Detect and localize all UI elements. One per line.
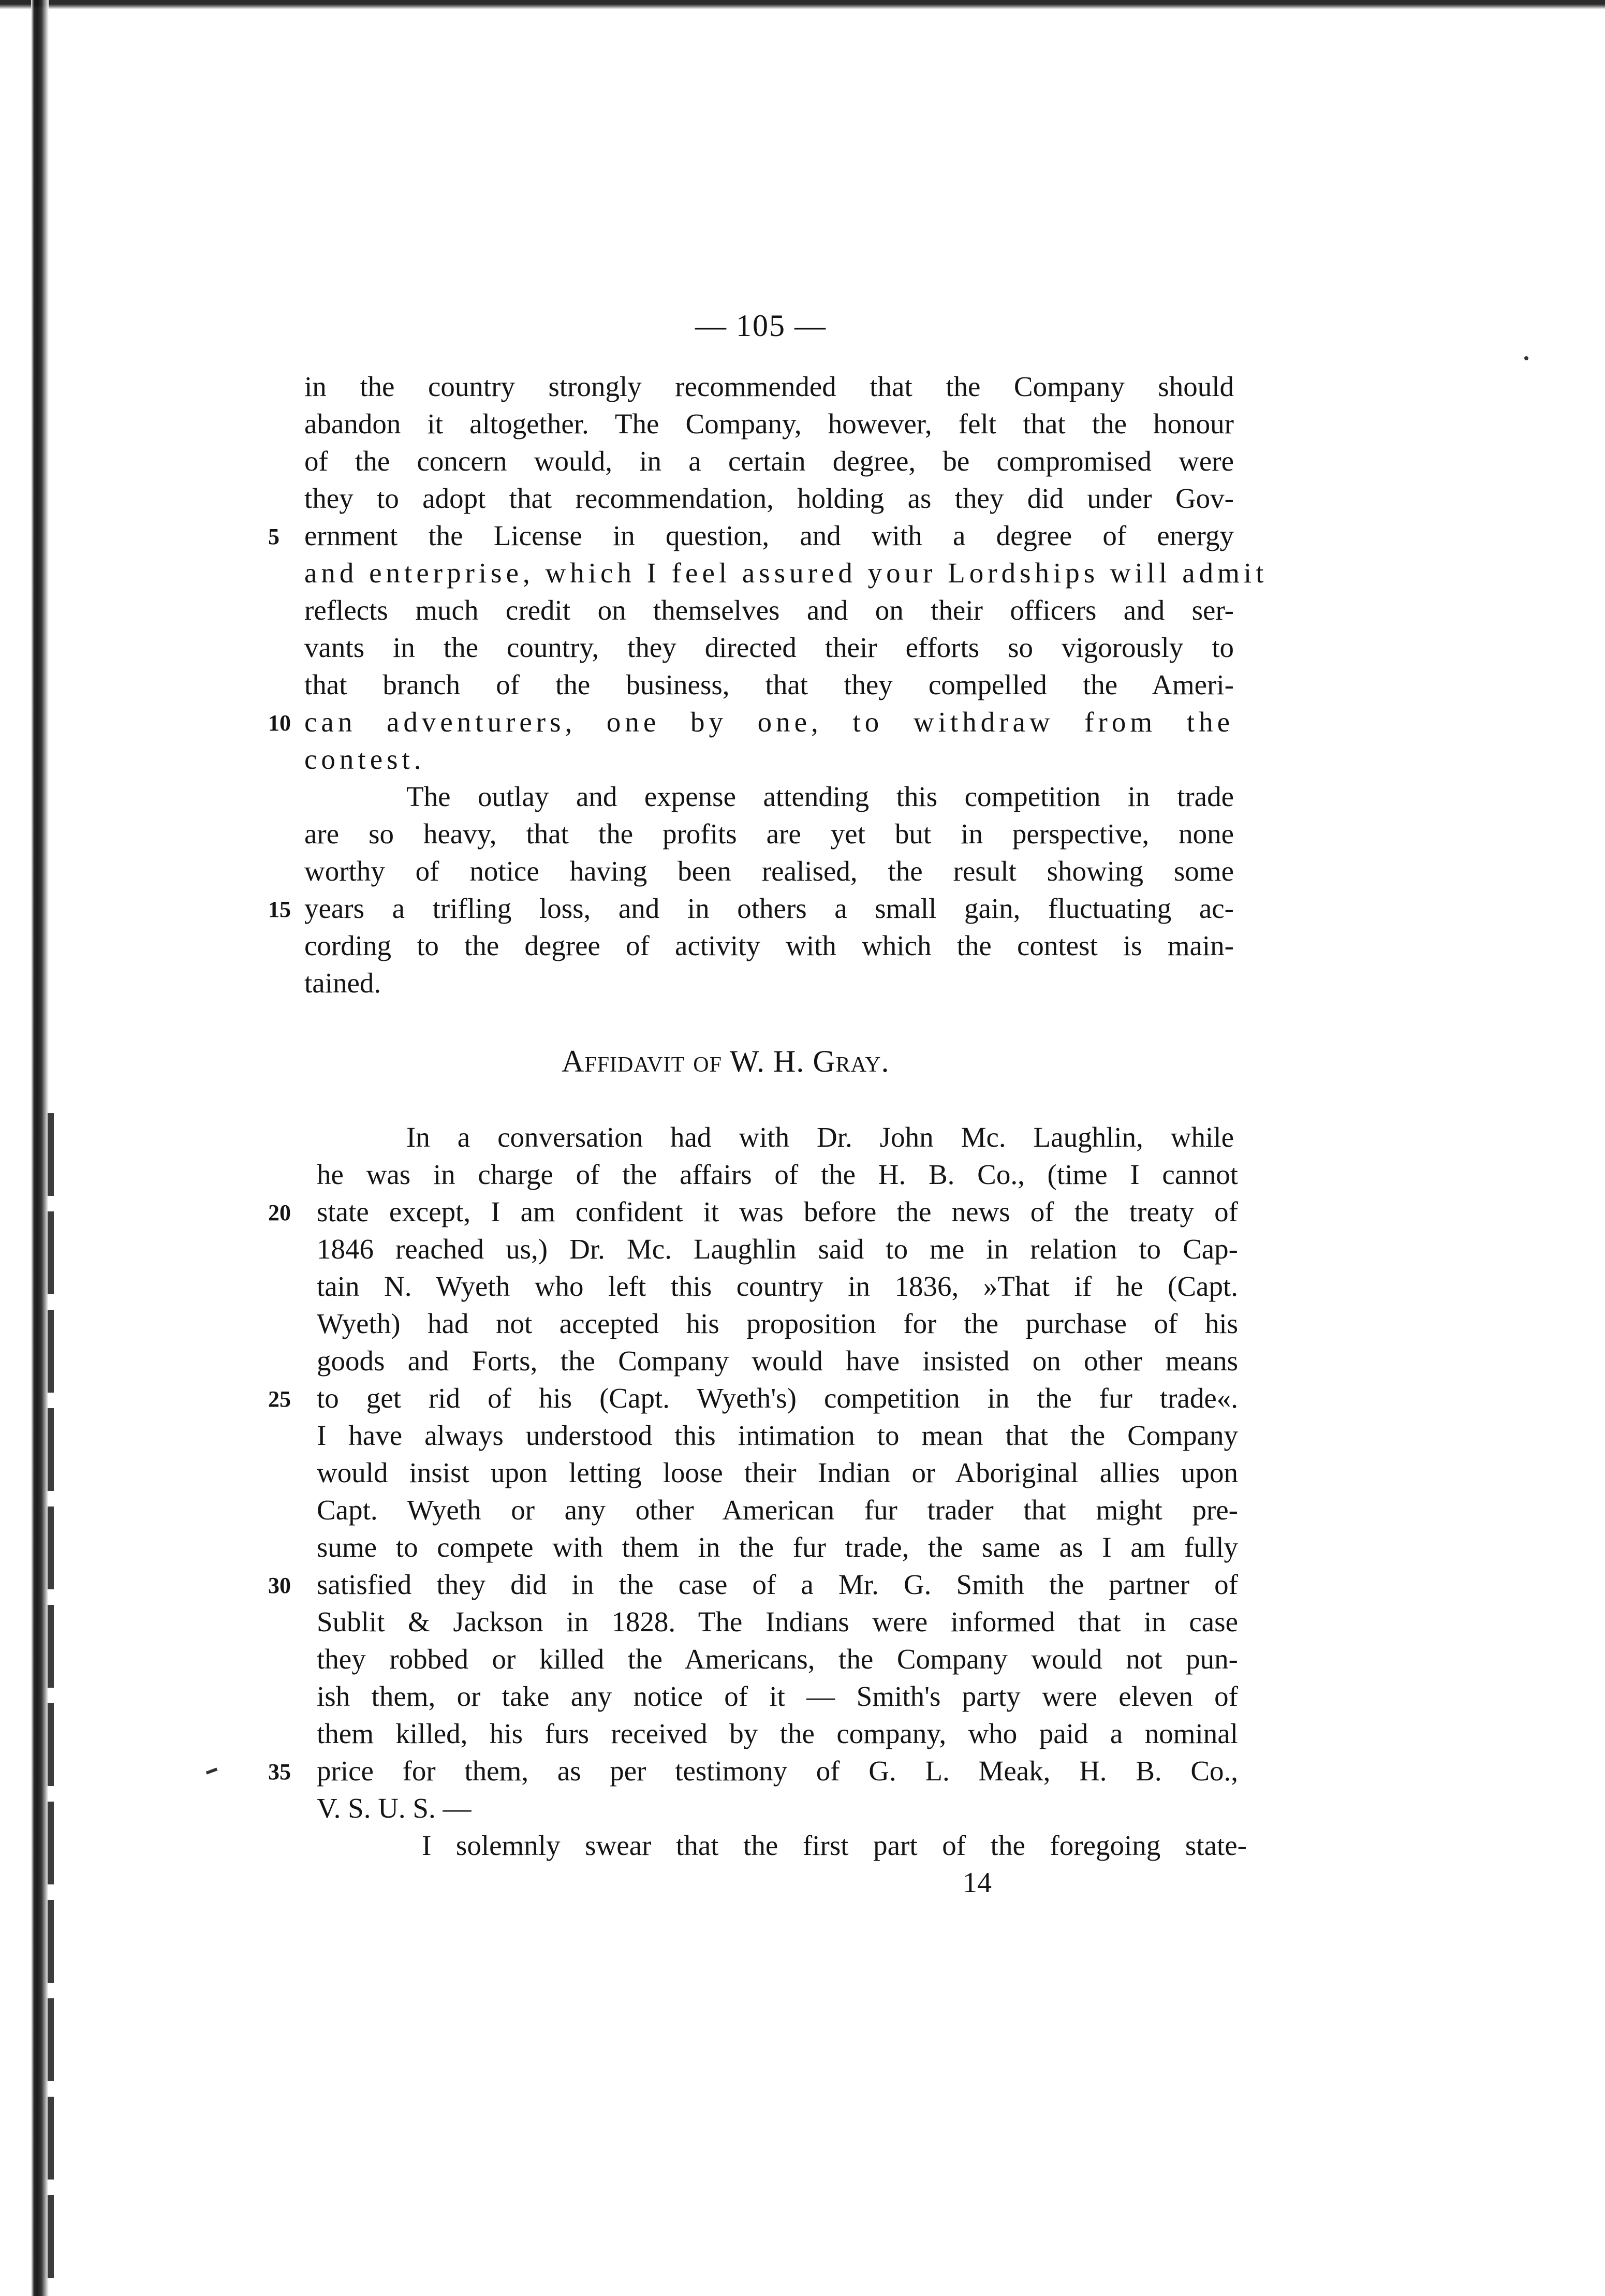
text-line: In a conversation had with Dr. John Mc. Laughlin, while [406, 1121, 1234, 1153]
text-line: abandon it altogether. The Company, however, felt that the honour [304, 408, 1234, 440]
line-number: 30 [268, 1573, 291, 1598]
text-line: I have always understood this intimation to mean that the Company [317, 1420, 1238, 1451]
text-line: he was in charge of the affairs of the H. B. Co., (time I cannot [317, 1159, 1238, 1190]
text-line: of the concern would, in a certain degree, be compromised were [304, 445, 1234, 477]
text-line: satisfied they did in the case of a Mr. G. Smith the partner of [317, 1569, 1238, 1600]
scan-speck [1524, 356, 1528, 360]
text-line: years a trifling loss, and in others a small gain, fluctuating ac- [304, 893, 1234, 924]
text-line: state except, I am confident it was before the news of the treaty of [317, 1196, 1238, 1227]
line-number: 5 [268, 524, 279, 549]
text-line: in the country strongly recommended that the Company should [304, 371, 1234, 402]
text-line: reflects much credit on themselves and on their officers and ser- [304, 594, 1234, 626]
scan-margin-mark [206, 1767, 218, 1774]
text-line: they robbed or killed the Americans, the Company would not pun- [317, 1643, 1238, 1675]
text-line: worthy of notice having been realised, the result showing some [304, 855, 1234, 887]
line-number: 15 [268, 897, 291, 922]
section-heading: Affidavit of W. H. Gray. [562, 1044, 890, 1078]
text-line: contest. [304, 743, 425, 775]
text-line: ish them, or take any notice of it — Smith's party were eleven of [317, 1680, 1238, 1712]
text-line: I solemnly swear that the first part of the foregoing state- [422, 1830, 1247, 1861]
text-line: tain N. Wyeth who left this country in 1836, »That if he (Capt. [317, 1270, 1238, 1302]
text-line: sume to compete with them in the fur trade, the same as I am fully [317, 1531, 1238, 1563]
text-line: The outlay and expense attending this competition in trade [406, 781, 1234, 812]
text-line: cording to the degree of activity with which the contest is main- [304, 930, 1234, 961]
text-line: goods and Forts, the Company would have insisted on other means [317, 1345, 1238, 1377]
text-line: would insist upon letting loose their Indian or Aboriginal allies upon [317, 1457, 1238, 1488]
text-line: that branch of the business, that they compelled the Ameri- [304, 669, 1234, 700]
text-line: ernment the License in question, and with a degree of energy [304, 520, 1234, 551]
text-line: them killed, his furs received by the company, who paid a nominal [317, 1718, 1238, 1749]
text-line: vants in the country, they directed their efforts so vigorously to [304, 632, 1234, 663]
text-line: Capt. Wyeth or any other American fur trader that might pre- [317, 1494, 1238, 1526]
text-line: they to adopt that recommendation, holding as they did under Gov- [304, 482, 1234, 514]
text-line: Sublit & Jackson in 1828. The Indians were informed that in case [317, 1606, 1238, 1637]
scan-binding-edge [31, 0, 49, 2296]
line-number: 25 [268, 1386, 291, 1412]
text-line: V. S. U. S. — [317, 1792, 472, 1824]
line-number: 35 [268, 1759, 291, 1785]
page-number: — 105 — [695, 309, 827, 343]
text-line: can adventurers, one by one, to withdraw from the [304, 706, 1234, 738]
signature-mark: 14 [963, 1867, 992, 1899]
text-line: are so heavy, that the profits are yet but in perspective, none [304, 818, 1234, 850]
scan-binding-edge-lower [48, 1113, 54, 2278]
line-number: 20 [268, 1200, 291, 1225]
text-line: Wyeth) had not accepted his proposition for the purchase of his [317, 1308, 1238, 1339]
text-line: price for them, as per testimony of G. L. Meak, H. B. Co., [317, 1755, 1238, 1787]
text-line: 1846 reached us,) Dr. Mc. Laughlin said to me in relation to Cap- [317, 1233, 1238, 1265]
text-line: and enterprise, which I feel assured your Lordships will admit [304, 557, 1268, 589]
line-number: 10 [268, 710, 291, 736]
scan-top-edge [0, 0, 1605, 9]
text-line: to get rid of his (Capt. Wyeth's) competition in the fur trade«. [317, 1382, 1238, 1414]
text-line: tained. [304, 967, 381, 999]
